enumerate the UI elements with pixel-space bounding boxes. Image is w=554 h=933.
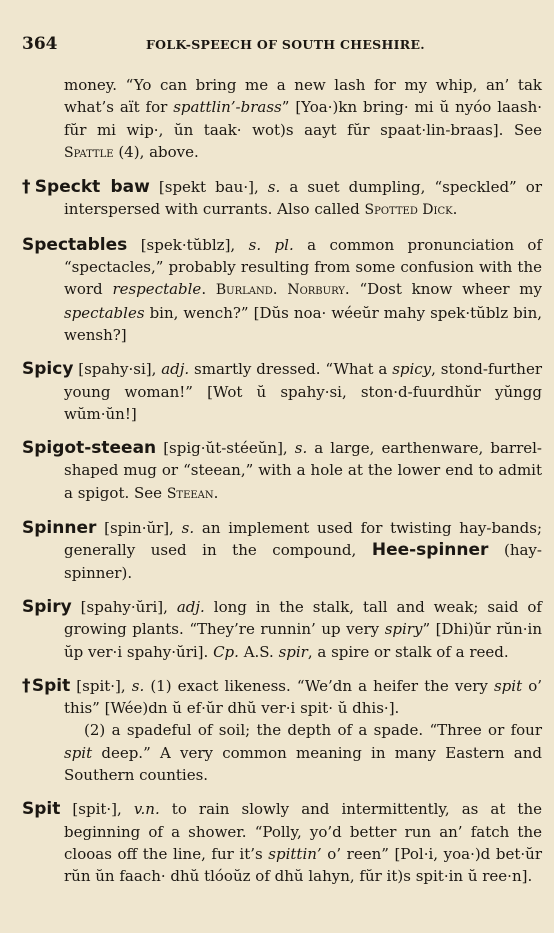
entry-italic: v.n. bbox=[133, 800, 160, 819]
headword: Spectables bbox=[22, 234, 128, 255]
entry-italic: s. bbox=[294, 439, 308, 458]
entry-text: . bbox=[272, 280, 288, 299]
entry-text: [spek·tŭblz], bbox=[127, 235, 249, 254]
entry-text: [spin·ŭr], bbox=[96, 519, 182, 538]
entry-text: (1) exact likeness. “We’dn a heifer the very bbox=[144, 676, 494, 695]
entry-text: . bbox=[452, 200, 458, 219]
entry-italic: spectables bbox=[64, 303, 145, 322]
entry-italic: s. bbox=[267, 178, 281, 197]
entry-italic: adj. bbox=[161, 360, 190, 379]
entry-text: to rain slowly and intermittently, as at the beginning of a shower. “Polly, yo’d better run an’ fatch the clooas off the line, fur it’s bbox=[64, 800, 542, 863]
running-title: FOLK-SPEECH OF SOUTH CHESHIRE. bbox=[146, 37, 425, 52]
entry-text: long in the stalk, tall and weak; said of growing plants. “They’re runnin’ up very bbox=[64, 597, 542, 639]
entry-text: a common pronunciation of “spectacles,” probably resulting from some confusion with the word bbox=[64, 235, 542, 299]
entry-text: [spahy·ŭri], bbox=[71, 597, 177, 616]
entry-italic: spittin’ bbox=[268, 844, 322, 863]
entry-spigot-steean bbox=[22, 437, 542, 505]
entry-italic: respectable bbox=[112, 280, 202, 299]
entry-text: . “Dost know wheer my bbox=[344, 280, 542, 299]
cross-reference: Spattle bbox=[64, 144, 114, 161]
entry-money-continuation bbox=[22, 74, 542, 164]
entry-italic: s. bbox=[131, 676, 145, 695]
entry-text: [spit·], bbox=[70, 676, 132, 695]
entry-text: (hay-spinner). bbox=[64, 541, 542, 582]
page-body bbox=[22, 74, 542, 900]
cross-reference: Steean bbox=[166, 485, 214, 502]
entry-text: . bbox=[201, 280, 216, 299]
compound-headword: Hee-spinner bbox=[371, 540, 489, 561]
page-header bbox=[0, 34, 554, 56]
entry-italic: spit bbox=[493, 676, 523, 695]
entry-italic: spit bbox=[64, 743, 93, 762]
entry-speckt-baw bbox=[22, 176, 542, 222]
entry-text: a suet dumpling, “speckled” or interspersed with currants. Also called bbox=[64, 178, 542, 219]
entry-text: ” [Dhi)ŭr rŭn·in ŭp ver·i spahy·ŭri]. bbox=[64, 620, 542, 661]
entry-italic: Cp. bbox=[213, 642, 239, 661]
headword: †Speckt baw bbox=[22, 177, 150, 198]
cross-reference: Spotted Dick bbox=[364, 202, 453, 219]
entry-spinner bbox=[22, 517, 542, 584]
entry-text: A.S. bbox=[238, 642, 279, 661]
headword: Spit bbox=[22, 799, 61, 820]
entry-italic: spicy bbox=[392, 360, 432, 379]
entry-italic: spattlin’-brass bbox=[173, 98, 282, 117]
entry-text: deep.” A very common meaning in many Eastern and Southern counties. bbox=[64, 743, 542, 785]
entry-text: an implement used for twisting hay-bands; generally used in the compound, bbox=[64, 519, 542, 560]
page-number: 364 bbox=[22, 34, 58, 54]
entry-spit-verb bbox=[22, 798, 542, 887]
sense-2 bbox=[64, 719, 542, 786]
source-reference: Norbury bbox=[287, 282, 345, 299]
entry-text: [spekt bau·], bbox=[149, 178, 268, 197]
entry-text: smartly dressed. “What a bbox=[189, 360, 393, 379]
entry-text: [spig·ŭt-stéeŭn], bbox=[156, 439, 295, 458]
entry-spicy bbox=[22, 358, 542, 425]
entry-text: o’ this” [Wée)dn ŭ ef·ŭr dhŭ ver·i spit· ŭ dhis·]. bbox=[64, 676, 542, 718]
entry-spiry bbox=[22, 596, 542, 663]
entry-text: , stond-further young woman!” [Wot ŭ spahy·si, ston·d-fuurdhŭr yŭngg wŭm·ŭn!] bbox=[64, 360, 542, 423]
entry-italic: s. bbox=[181, 519, 195, 538]
entry-text: , a spire or stalk of a reed. bbox=[307, 642, 509, 661]
entry-text: . bbox=[213, 483, 219, 502]
entry-text: a large, earthenware, barrel-shaped mug or “steean,” with a hole at the lower end to admit a spigot. See bbox=[64, 439, 542, 502]
entry-text: money. “Yo can bring me a new lash for my whip, an’ tak what’s aït for bbox=[64, 76, 542, 117]
entry-italic: s. pl. bbox=[248, 235, 294, 254]
source-reference: Burland bbox=[215, 282, 273, 299]
entry-text: (4), above. bbox=[113, 142, 199, 161]
entry-text: ” [Yoa·)kn bring· mi ŭ nyóo laash· fŭr mi wip·, ŭn taak· wot)s aayt fŭr spaat·lin-braas]. See bbox=[64, 98, 543, 139]
entry-text: o’ reen” [Pol·i, yoa·)d bet·ŭr rŭn ŭn faach· dhŭ tlóoŭz of dhŭ lahyn, fŭr it)s spit·in ŭ ree·n]. bbox=[64, 844, 542, 886]
entry-italic: spiry bbox=[384, 620, 423, 639]
headword: Spiry bbox=[22, 596, 72, 617]
headword: Spinner bbox=[22, 518, 97, 539]
entry-text: [spit·], bbox=[60, 800, 134, 819]
entry-spectables bbox=[22, 234, 542, 346]
headword: Spicy bbox=[22, 359, 74, 380]
entry-text: (2) a spadeful of soil; the depth of a spade. “Three or four bbox=[84, 721, 542, 740]
entry-text: bin, wench?” [Dŭs noa· wéeŭr mahy spek·tŭblz bin, wensh?] bbox=[64, 303, 542, 344]
entry-spit-noun bbox=[22, 675, 542, 786]
headword: †Spit bbox=[22, 675, 71, 696]
entry-text: [spahy·si], bbox=[73, 360, 162, 379]
headword: Spigot-steean bbox=[22, 438, 157, 459]
entry-italic: spir bbox=[278, 642, 308, 661]
entry-italic: adj. bbox=[176, 597, 205, 616]
